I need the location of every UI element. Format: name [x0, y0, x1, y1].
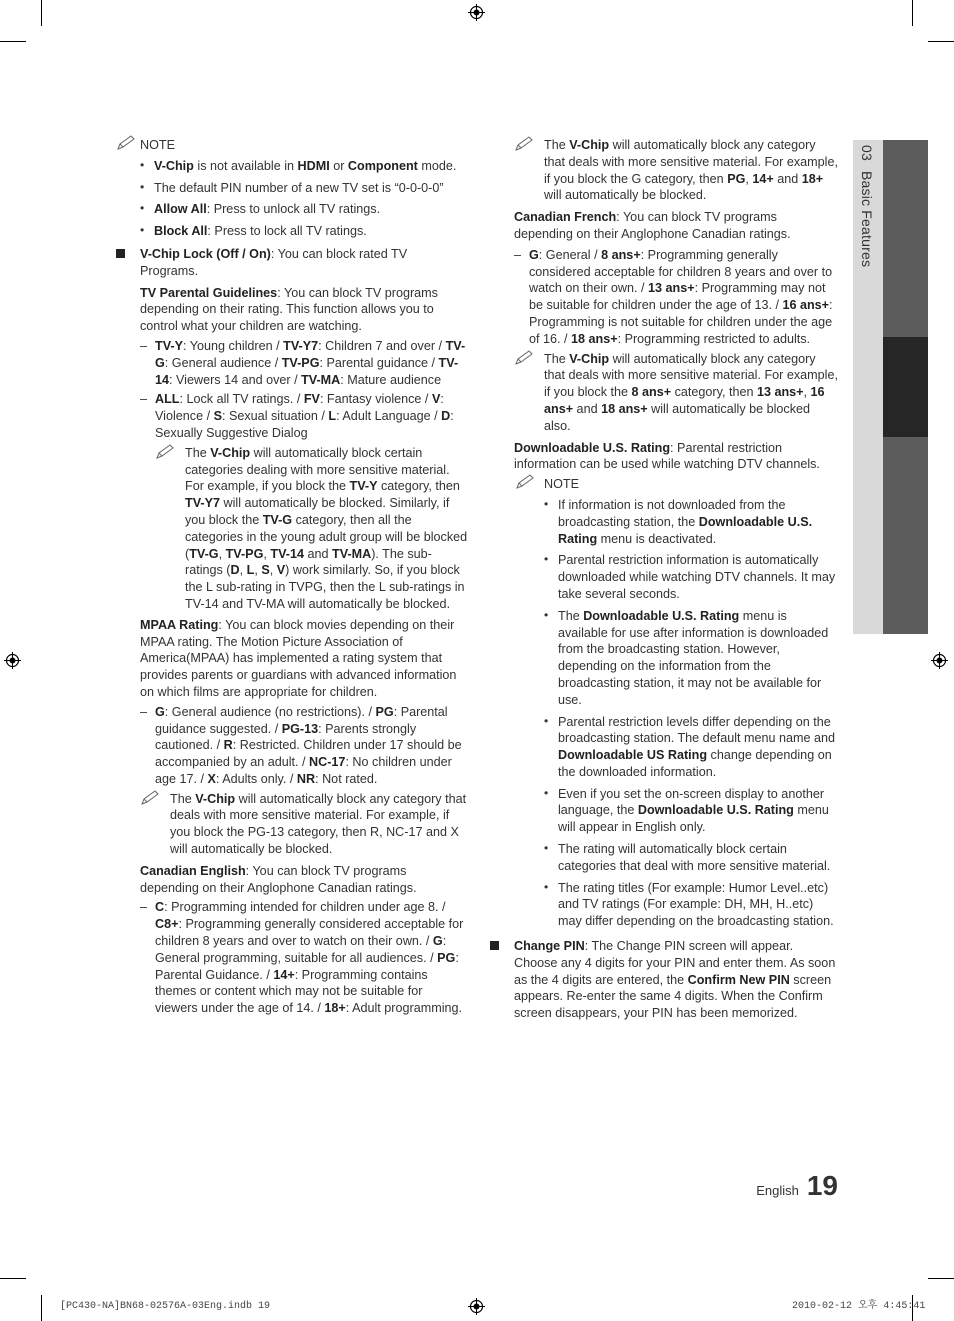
- section-number: 03: [858, 145, 875, 161]
- canadian-english-list: – C: Programming intended for children under age 8. / C8+: Programming generally considered acceptable for children 8 years and over to watch on their own. / G: General programming, suitable for all audiences. / PG: Parental Guidance. / 14+: Programming contains themes or content which may not be suitable for viewers under the age of 14. / 18+: Adult programming.: [116, 899, 468, 1017]
- note-heading: [116, 137, 468, 154]
- tv-sub-ratings-list: – ALL: Lock all TV ratings. / FV: Fantasy violence / V: Violence / S: Sexual situation / L: Adult Language / D: Sexually Suggestive Dialog: [116, 391, 468, 441]
- note-item: • V-Chip is not available in HDMI or Component mode.: [116, 158, 468, 175]
- pencil-note-icon: [140, 790, 162, 806]
- note-item: • Block All: Press to lock all TV ratings.: [116, 223, 468, 240]
- note-item: • Parental restriction levels differ depending on the broadcasting station. The default menu name and Downloadable US Rating change depending on the downloaded information.: [514, 714, 838, 781]
- crop-mark: [912, 0, 913, 26]
- note-label: NOTE: [140, 138, 175, 152]
- section-tab-label: [858, 145, 875, 267]
- right-column: [490, 137, 838, 1027]
- vchip-lock-heading: V-Chip Lock (Off / On): You can block rated TV Programs.: [116, 246, 468, 280]
- pencil-note-icon: [116, 135, 136, 151]
- mpaa-rating: MPAA Rating: You can block movies depending on their MPAA rating. The Motion Picture Association of America(MPAA) has implemented a rating system that provides parents or guardians with advanced information on which films are appropriate for children.: [140, 617, 457, 699]
- downloadable-us-rating: Downloadable U.S. Rating: Parental restriction information can be used while watching DTV channels.: [514, 440, 820, 472]
- mpaa-ratings-list: – G: General audience (no restrictions). / PG: Parental guidance suggested. / PG-13: Parents strongly cautioned. / R: Restricted. Children under 17 should be accompanied by an adult. / NC-17: No children under age 17. / X: Adults only. / NR: Not rated.: [116, 704, 468, 788]
- canadian-french-vchip-note: The V-Chip will automatically block any category that deals with more sensitive material. For example, if you block the 8 ans+ category, then 13 ans+, 16 ans+ and 18 ans+ will automatically be blocked also.: [514, 351, 838, 435]
- note-item: • The rating titles (For example: Humor Level..etc) and TV ratings (For example: DH, MH, H..etc) may differ depending on the broadcasting station.: [514, 880, 838, 930]
- left-column: [116, 137, 468, 1020]
- footer-language: English: [756, 1183, 799, 1198]
- tv-parental-guidelines: TV Parental Guidelines: You can block TV programs depending on their rating. This function allows you to control what your children are watching.: [140, 285, 438, 334]
- registration-mark-icon: [4, 652, 21, 669]
- crop-mark: [928, 41, 954, 42]
- note-item: • Even if you set the on-screen display to another language, the Downloadable U.S. Rating menu will appear in English only.: [514, 786, 838, 836]
- tv-vchip-note: The V-Chip will automatically block certain categories dealing with more sensitive material. For example, if you block the TV-Y category, then TV-Y7 will automatically be blocked. Similarly, if you block the TV-G category, then all the categories in the young adult group will be blocked (TV-G, TV-PG, TV-14 and TV-MA). The sub-ratings (D, L, S, V) work similarly. So, if you block the L sub-rating in TVPG, then the L sub-ratings in TV-14 and TV-MA will automatically be blocked.: [155, 445, 468, 613]
- pencil-note-icon: [514, 350, 536, 366]
- crop-mark: [928, 1278, 954, 1279]
- note-item: • The rating will automatically block certain categories that deal with more sensitive material.: [514, 841, 838, 875]
- canadian-french: Canadian French: You can block TV programs depending on their Anglophone Canadian ratings.: [514, 210, 791, 241]
- registration-mark-icon: [931, 652, 948, 669]
- print-slug-file: [PC430-NA]BN68-02576A-03Eng.indb 19: [60, 1301, 271, 1312]
- crop-mark: [41, 1295, 42, 1321]
- crop-mark: [41, 0, 42, 26]
- canadian-french-list: – G: General / 8 ans+: Programming generally considered acceptable for children 8 years and over to watch on their own. / 13 ans+: Programming may not be suitable for children under the age of 13. / 16 ans+: Programming is not suitable for children under the age of 16. / 18 ans+: Programming restricted to adults.: [490, 247, 838, 348]
- note-label: NOTE: [544, 477, 579, 492]
- note-item: • The Downloadable U.S. Rating menu is available for use after information is downloaded from the broadcasting station. However, depending on the information from the broadcasting station, it may not be available for use.: [514, 608, 838, 709]
- pencil-note-icon: [514, 474, 536, 490]
- pencil-note-icon: [514, 136, 536, 152]
- tv-ratings-list: – TV-Y: Young children / TV-Y7: Children 7 and over / TV-G: General audience / TV-PG: Parental guidance / TV-14: Viewers 14 and over / TV-MA: Mature audience: [116, 338, 468, 388]
- registration-mark-icon: [468, 1298, 485, 1315]
- page-footer: [756, 1170, 838, 1201]
- note-item: • If information is not downloaded from the broadcasting station, the Downloadable U.S. Rating menu is deactivated.: [514, 497, 838, 547]
- change-pin-heading: Change PIN: The Change PIN screen will appear. Choose any 4 digits for your PIN and enter them. As soon as the 4 digits are entered, the Confirm New PIN screen appears. Re-enter the same 4 digits. When the Confirm screen disappears, your PIN has been memorized.: [490, 938, 838, 1022]
- crop-mark: [0, 1278, 26, 1279]
- canadian-english: Canadian English: You can block TV programs depending on their Anglophone Canadian ratings.: [140, 863, 417, 895]
- note-item: • The default PIN number of a new TV set is “0-0-0-0”: [116, 180, 468, 197]
- note-item: • Allow All: Press to unlock all TV ratings.: [116, 201, 468, 218]
- section-tab: [853, 140, 928, 634]
- print-slug-timestamp: 2010-02-12 오후 4:45:41: [792, 1301, 926, 1312]
- registration-mark-icon: [468, 4, 485, 21]
- crop-mark: [0, 41, 26, 42]
- note-item: • Parental restriction information is automatically downloaded while watching DTV channels. It may take several seconds.: [514, 552, 838, 602]
- section-title: Basic Features: [858, 170, 875, 268]
- canadian-english-vchip-note: The V-Chip will automatically block any category that deals with more sensitive material. For example, if you block the G category, then PG, 14+ and 18+ will automatically be blocked.: [514, 137, 838, 204]
- note-heading: [514, 476, 838, 493]
- page-number: 19: [806, 1170, 838, 1201]
- mpaa-vchip-note: The V-Chip will automatically block any category that deals with more sensitive material. For example, if you block the PG-13 category, then R, NC-17 and X will automatically be blocked.: [140, 791, 468, 858]
- pencil-note-icon: [155, 444, 177, 460]
